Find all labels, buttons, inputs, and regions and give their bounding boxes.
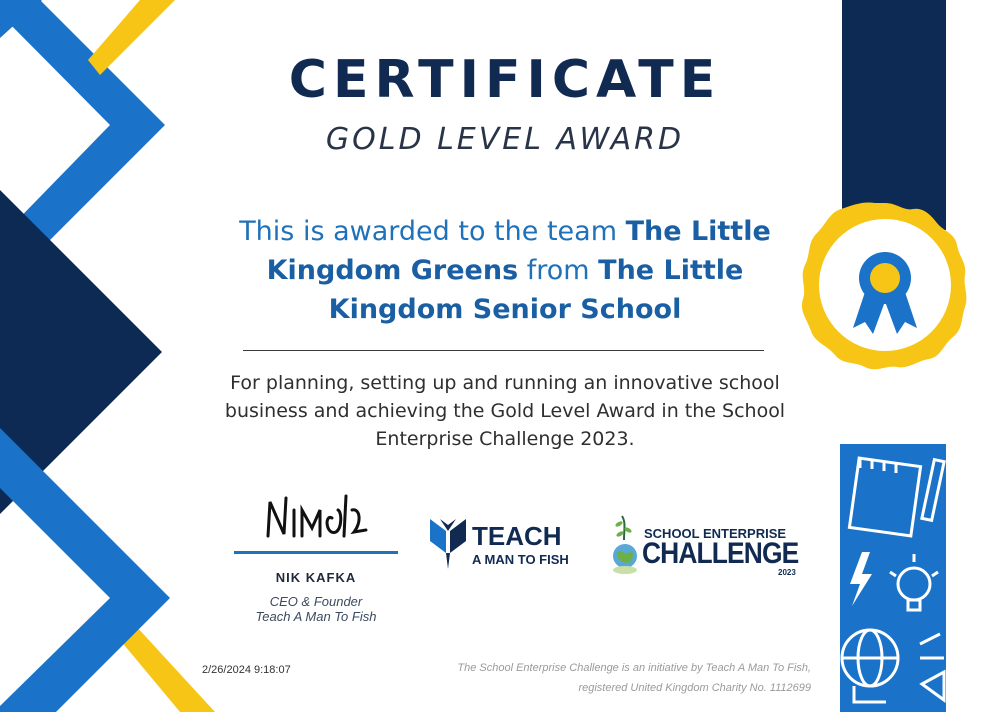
ribbon-band xyxy=(842,0,946,230)
footer-note xyxy=(400,658,811,698)
school-enterprise-challenge-logo xyxy=(610,512,810,578)
globe-icon xyxy=(842,630,898,702)
signature-line xyxy=(234,551,398,554)
divider xyxy=(243,350,764,351)
sprout-globe-icon xyxy=(610,512,640,578)
certificate-title: CERTIFICATE xyxy=(288,50,722,110)
left-decoration xyxy=(0,0,240,712)
teach-logo-line2: A MAN TO FISH xyxy=(472,552,569,567)
teach-a-man-to-fish-logo xyxy=(428,517,578,571)
signatory-organization: Teach A Man To Fish xyxy=(255,609,377,624)
lightbulb-icon xyxy=(890,554,938,610)
sec-logo-year: 2023 xyxy=(778,568,796,577)
icon-panel xyxy=(840,444,946,712)
teach-logo-line1: TEACH xyxy=(472,521,562,551)
certificate-subtitle: GOLD LEVEL AWARD xyxy=(325,122,685,157)
lightning-icon xyxy=(850,552,872,606)
signature-image xyxy=(262,488,372,544)
signatory-role-title: CEO & Founder xyxy=(269,594,363,609)
footer-line1: The School Enterprise Challenge is an initiative by Teach A Man To Fish, xyxy=(457,662,811,674)
award-seal xyxy=(800,200,970,370)
award-reason: For planning, setting up and running an innovative school business and achieving the Gold Level Award in the School Enterprise Challenge 2023. xyxy=(224,372,786,450)
school-name: The Little Kingdom Senior School xyxy=(328,255,744,325)
notepad-icon xyxy=(849,458,920,536)
sec-logo-line2: CHALLENGE xyxy=(642,537,799,570)
signatory-role xyxy=(220,594,412,624)
fish-tail-logo-icon xyxy=(428,517,468,571)
award-prefix: This is awarded to the team xyxy=(239,216,617,247)
pen-icon xyxy=(922,460,944,521)
award-connector: from xyxy=(526,255,590,286)
footer-line2: registered United Kingdom Charity No. 1112699 xyxy=(578,682,811,694)
award-statement xyxy=(200,212,810,329)
sec-logo-line1: SCHOOL ENTERPRISE xyxy=(644,526,787,541)
team-name: The Little Kingdom Greens xyxy=(266,216,771,286)
signatory-name: NIK KAFKA xyxy=(275,570,357,585)
timestamp: 2/26/2024 9:18:07 xyxy=(202,664,291,676)
